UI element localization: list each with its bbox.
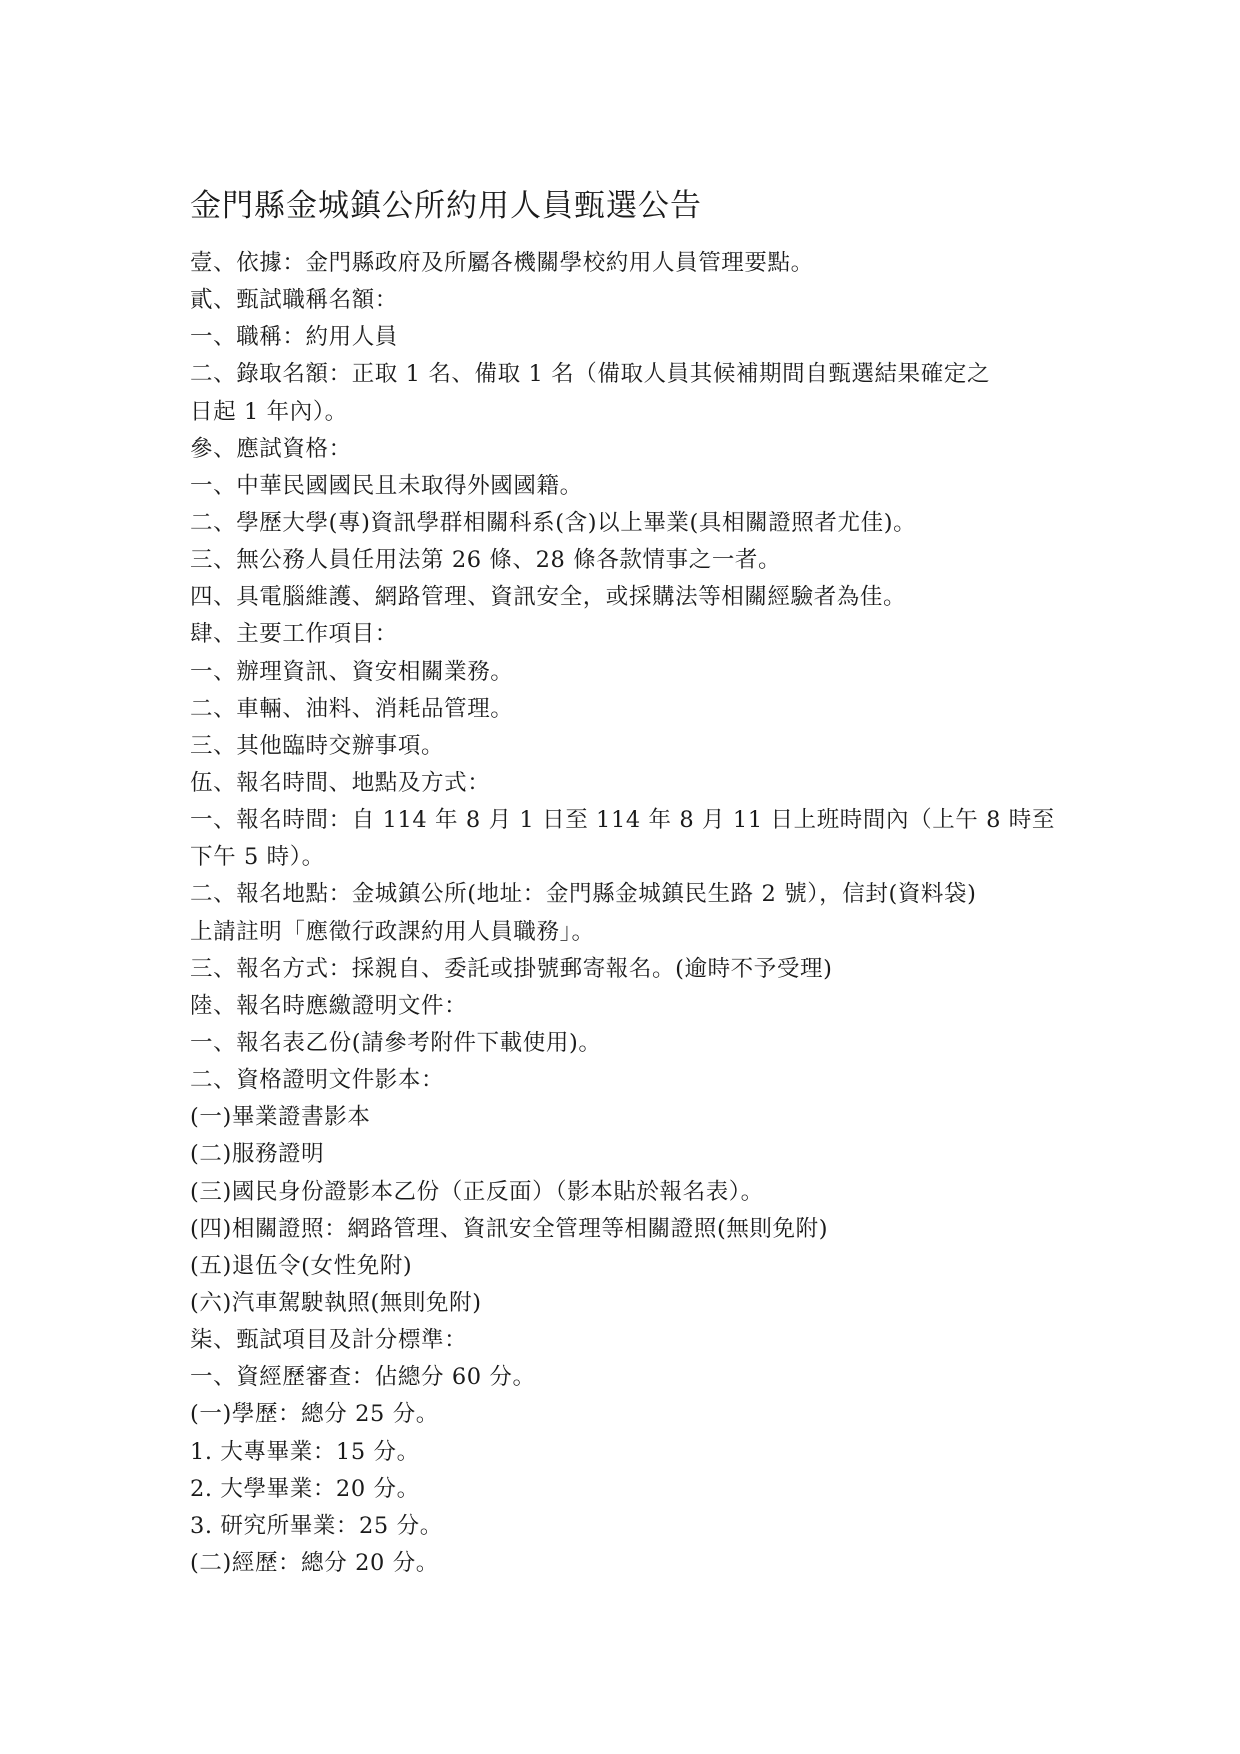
document-line: (三)國民身份證影本乙份（正反面）（影本貼於報名表）。 bbox=[190, 1178, 764, 1205]
document-line: 二、錄取名額：正取 1 名、備取 1 名（備取人員其候補期間自甄選結果確定之 bbox=[190, 361, 991, 388]
document-line: (五)退伍令(女性免附) bbox=[190, 1252, 413, 1279]
document-line: 一、中華民國國民且未取得外國國籍。 bbox=[190, 472, 583, 499]
document-line: 陸、報名時應繳證明文件： bbox=[190, 992, 468, 1019]
document-line: 肆、主要工作項目： bbox=[190, 621, 398, 648]
document-line: 四、具電腦維護、網路管理、資訊安全，或採購法等相關經驗者為佳。 bbox=[190, 584, 907, 611]
document-line: (一)畢業證書影本 bbox=[190, 1104, 371, 1131]
document-line: 三、其他臨時交辦事項。 bbox=[190, 732, 445, 759]
document-line: (二)服務證明 bbox=[190, 1141, 325, 1168]
document-line: 2. 大學畢業：20 分。 bbox=[190, 1475, 420, 1502]
document-line: 一、資經歷審查：佔總分 60 分。 bbox=[190, 1364, 536, 1391]
document-line: 3. 研究所畢業：25 分。 bbox=[190, 1512, 443, 1539]
document-line: 一、職稱：約用人員 bbox=[190, 324, 398, 351]
document-line: 壹、依據：金門縣政府及所屬各機關學校約用人員管理要點。 bbox=[190, 250, 814, 276]
document-line: 下午 5 時）。 bbox=[190, 844, 325, 871]
document-line: 三、無公務人員任用法第 26 條、28 條各款情事之一者。 bbox=[190, 547, 782, 574]
document-line: 1. 大專畢業：15 分。 bbox=[190, 1438, 420, 1465]
document-line: 一、報名時間：自 114 年 8 月 1 日至 114 年 8 月 11 日上班時間內（上午 8 時至 bbox=[190, 807, 1056, 834]
document-line: 一、報名表乙份(請參考附件下載使用)。 bbox=[190, 1029, 602, 1056]
document-line: (二)經歷：總分 20 分。 bbox=[190, 1549, 439, 1576]
document-line: 參、應試資格： bbox=[190, 435, 352, 462]
document-line: 二、報名地點：金城鎮公所(地址：金門縣金城鎮民生路 2 號），信封(資料袋) bbox=[190, 881, 977, 908]
document-line: (六)汽車駕駛執照(無則免附) bbox=[190, 1289, 482, 1316]
document-title: 金門縣金城鎮公所約用人員甄選公告 bbox=[190, 188, 702, 224]
document-line: 伍、報名時間、地點及方式： bbox=[190, 769, 491, 796]
document-line: 二、學歷大學(專)資訊學群相關科系(含)以上畢業(具相關證照者尤佳)。 bbox=[190, 509, 917, 536]
document-line: (四)相關證照：網路管理、資訊安全管理等相關證照(無則免附) bbox=[190, 1215, 829, 1242]
document-line: (一)學歷：總分 25 分。 bbox=[190, 1401, 439, 1428]
document-line: 柒、甄試項目及計分標準： bbox=[190, 1327, 468, 1354]
document-line: 貳、甄試職稱名額： bbox=[190, 287, 398, 314]
document-line: 日起 1 年內）。 bbox=[190, 398, 348, 425]
document-line: 一、辦理資訊、資安相關業務。 bbox=[190, 658, 514, 685]
document-line: 二、車輛、油料、消耗品管理。 bbox=[190, 695, 514, 722]
document-line: 二、資格證明文件影本： bbox=[190, 1067, 445, 1094]
document-line: 上請註明「應徵行政課約用人員職務」。 bbox=[190, 918, 595, 945]
document-line: 三、報名方式：採親自、委託或掛號郵寄報名。(逾時不予受理) bbox=[190, 955, 833, 982]
document-body bbox=[190, 245, 1070, 1582]
